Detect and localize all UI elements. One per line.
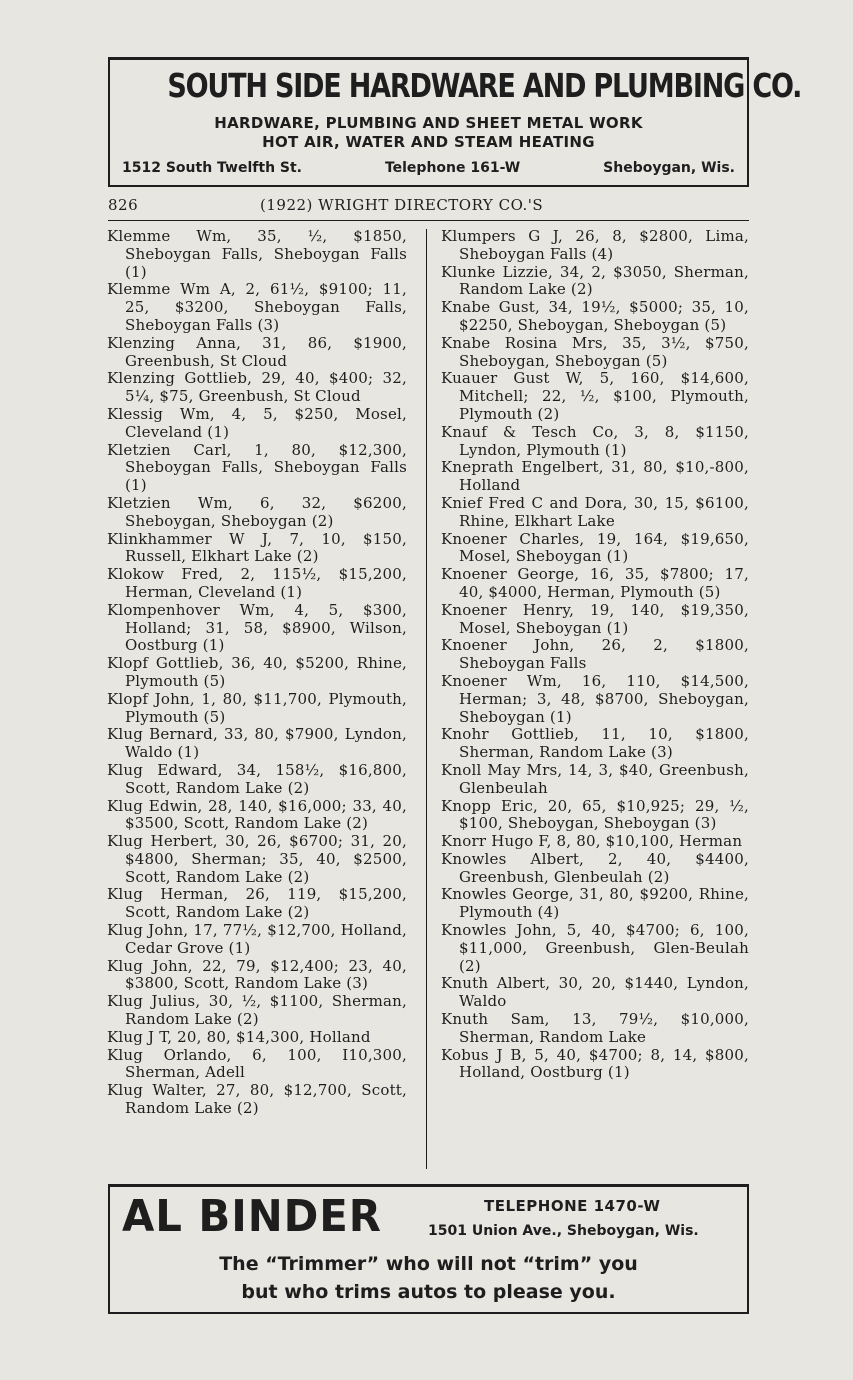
directory-entry: Kuauer Gust W, 5, 160, $14,600, Mitchell; 22, ½, $100, Plymouth, Plymouth (2) bbox=[441, 369, 749, 423]
directory-entry: Knief Fred C and Dora, 30, 15, $6100, Rhine, Elkhart Lake bbox=[441, 493, 749, 530]
header-rule bbox=[108, 220, 749, 221]
ad-slogan-line-2: but who trims autos to please you. bbox=[241, 1281, 616, 1303]
directory-entry: Knowles Albert, 2, 40, $4400, Greenbush, Glenbeulah (2) bbox=[441, 849, 749, 886]
directory-entry: Knoener John, 26, 2, $1800, Sheboygan Falls bbox=[441, 636, 749, 673]
ad-business-name: AL BINDER bbox=[122, 1191, 382, 1242]
page-number: 826 bbox=[108, 196, 139, 214]
directory-entry: Klug Julius, 30, ½, $1100, Sherman, Random Lake (2) bbox=[107, 992, 407, 1029]
ad-contact-line bbox=[122, 160, 735, 176]
directory-entry: Knoener Wm, 16, 110, $14,500, Herman; 3, 48, $8700, Sheboygan, Sheboygan (1) bbox=[441, 671, 749, 726]
directory-entry: Knauf & Tesch Co, 3, 8, $1150, Lyndon, Plymouth (1) bbox=[441, 422, 749, 459]
ad-city: Sheboygan, Wis. bbox=[603, 160, 735, 176]
directory-entry: Klenzing Anna, 31, 86, $1900, Greenbush, St Cloud bbox=[107, 333, 407, 370]
directory-entry: Knopp Eric, 20, 65, $10,925; 29, ½, $100, Sheboygan, Sheboygan (3) bbox=[441, 796, 749, 833]
bottom-advertisement bbox=[108, 1184, 749, 1314]
directory-entry: Knuth Albert, 30, 20, $1440, Lyndon, Waldo bbox=[441, 974, 749, 1011]
top-advertisement bbox=[108, 57, 802, 187]
directory-entry: Knoener Charles, 19, 164, $19,650, Mosel, Sheboygan (1) bbox=[441, 529, 749, 566]
directory-entry: Klopf Gottlieb, 36, 40, $5200, Rhine, Plymouth (5) bbox=[107, 654, 407, 690]
directory-entry: Klemme Wm A, 2, 61½, $9100; 11, 25, $3200, Sheboygan Falls, Sheboygan Falls (3) bbox=[107, 280, 407, 334]
page-title: (1922) WRIGHT DIRECTORY CO.'S bbox=[260, 196, 544, 214]
ad-services-line-1: HARDWARE, PLUMBING AND SHEET METAL WORK bbox=[214, 114, 643, 132]
directory-entry: Klessig Wm, 4, 5, $250, Mosel, Cleveland (1) bbox=[107, 404, 407, 441]
directory-entry: Klug John, 17, 77½, $12,700, Holland, Cedar Grove (1) bbox=[107, 921, 407, 957]
ad-telephone: Telephone 161-W bbox=[384, 160, 521, 176]
directory-entry: Klug Orlando, 6, 100, I10,300, Sherman, Adell bbox=[107, 1045, 407, 1082]
directory-entry: Klemme Wm, 35, ½, $1850, Sheboygan Falls, Sheboygan Falls (1) bbox=[107, 227, 407, 281]
directory-entry: Kletzien Wm, 6, 32, $6200, Sheboygan, Sheboygan (2) bbox=[107, 493, 407, 530]
directory-entry: Knohr Gottlieb, 11, 10, $1800, Sherman, Random Lake (3) bbox=[441, 725, 749, 762]
directory-entry: Knabe Rosina Mrs, 35, 3½, $750, Sheboygan, Sheboygan (5) bbox=[441, 333, 749, 370]
ad-slogan-line-1: The “Trimmer” who will not “trim” you bbox=[219, 1253, 638, 1275]
directory-entry: Klopf John, 1, 80, $11,700, Plymouth, Plymouth (5) bbox=[107, 689, 407, 726]
right-column bbox=[441, 228, 749, 1082]
ad-telephone: TELEPHONE 1470-W bbox=[484, 1197, 661, 1215]
directory-entry: Knowles George, 31, 80, $9200, Rhine, Plymouth (4) bbox=[441, 885, 749, 922]
directory-entry: Kletzien Carl, 1, 80, $12,300, Sheboygan Falls, Sheboygan Falls (1) bbox=[107, 440, 407, 495]
directory-entry: Knabe Gust, 34, 19½, $5000; 35, 10, $2250, Sheboygan, Sheboygan (5) bbox=[441, 298, 749, 334]
directory-entry: Klumpers G J, 26, 8, $2800, Lima, Sheboygan Falls (4) bbox=[441, 227, 749, 263]
ad-address: 1501 Union Ave., Sheboygan, Wis. bbox=[428, 1223, 699, 1239]
directory-entry: Knoener Henry, 19, 140, $19,350, Mosel, Sheboygan (1) bbox=[441, 600, 749, 637]
directory-entry: Klunke Lizzie, 34, 2, $3050, Sherman, Random Lake (2) bbox=[441, 262, 749, 299]
directory-entry: Klenzing Gottlieb, 29, 40, $400; 32, 5¼, $75, Greenbush, St Cloud bbox=[107, 369, 407, 406]
ad-services-line-2: HOT AIR, WATER AND STEAM HEATING bbox=[262, 133, 595, 151]
directory-entry: Knoll May Mrs, 14, 3, $40, Greenbush, Glenbeulah bbox=[441, 760, 749, 797]
directory-entry: Knowles John, 5, 40, $4700; 6, 100, $11,000, Greenbush, Glen-Beulah (2) bbox=[441, 921, 749, 975]
directory-entry: Knoener George, 16, 35, $7800; 17, 40, $4000, Herman, Plymouth (5) bbox=[441, 565, 749, 601]
column-divider bbox=[426, 229, 427, 1169]
directory-entry: Kneprath Engelbert, 31, 80, $10,-800, Holland bbox=[441, 458, 749, 495]
ad-address: 1512 South Twelfth St. bbox=[122, 160, 302, 176]
directory-entry: Klug Herman, 26, 119, $15,200, Scott, Random Lake (2) bbox=[107, 885, 407, 922]
directory-entry: Klug John, 22, 79, $12,400; 23, 40, $3800, Scott, Random Lake (3) bbox=[107, 956, 407, 993]
directory-entry: Klug Edwin, 28, 140, $16,000; 33, 40, $3500, Scott, Random Lake (2) bbox=[107, 796, 407, 833]
left-column bbox=[107, 228, 407, 1118]
directory-entry: Klug Herbert, 30, 26, $6700; 31, 20, $4800, Sherman; 35, 40, $2500, Scott, Random Lake (2) bbox=[107, 832, 407, 886]
directory-entry: Klug Edward, 34, 158½, $16,800, Scott, Random Lake (2) bbox=[107, 760, 407, 797]
directory-entry: Kobus J B, 5, 40, $4700; 8, 14, $800, Holland, Oostburg (1) bbox=[441, 1045, 749, 1082]
directory-entry: Knorr Hugo F, 8, 80, $10,100, Herman bbox=[441, 832, 743, 851]
directory-entry: Klug Walter, 27, 80, $12,700, Scott, Random Lake (2) bbox=[107, 1081, 407, 1118]
directory-entry: Klompenhover Wm, 4, 5, $300, Holland; 31, 58, $8900, Wilson, Oostburg (1) bbox=[107, 600, 407, 655]
directory-entry: Klug Bernard, 33, 80, $7900, Lyndon, Waldo (1) bbox=[107, 725, 407, 762]
directory-entry: Knuth Sam, 13, 79½, $10,000, Sherman, Random Lake bbox=[441, 1010, 749, 1046]
ad-company-name: SOUTH SIDE HARDWARE AND PLUMBING CO. bbox=[167, 66, 802, 105]
directory-entry: Klokow Fred, 2, 115½, $15,200, Herman, Cleveland (1) bbox=[107, 565, 407, 601]
directory-entry: Klinkhammer W J, 7, 10, $150, Russell, Elkhart Lake (2) bbox=[107, 529, 407, 566]
directory-entry: Klug J T, 20, 80, $14,300, Holland bbox=[107, 1027, 371, 1046]
